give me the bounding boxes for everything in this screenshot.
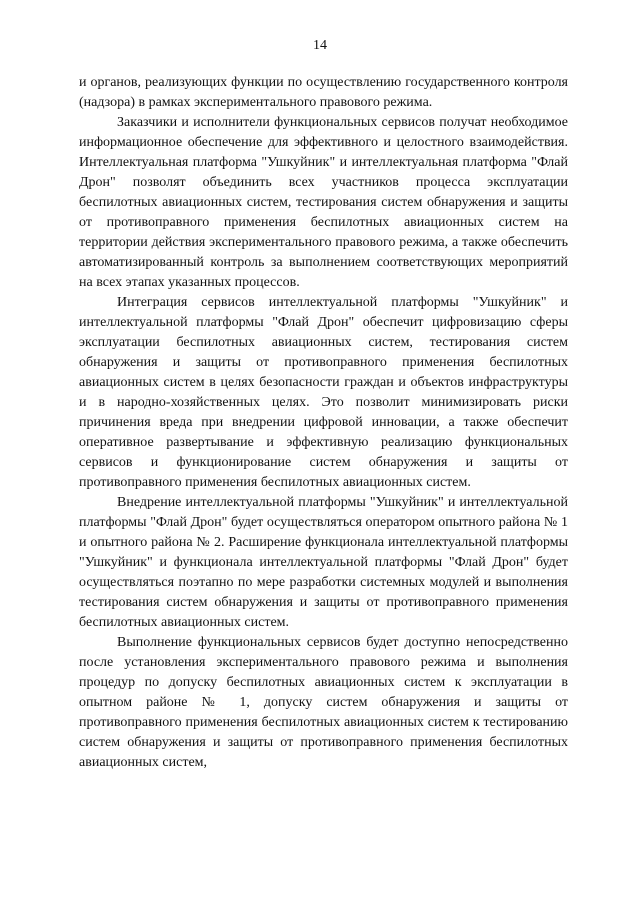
paragraph-continuation: и органов, реализующих функции по осуществлению государственного контроля (надзора) в рамках экспериментального правового режима. bbox=[79, 75, 568, 110]
paragraph-platform-implementation: Внедрение интеллектуальной платформы "Ушкуйник" и интеллектуальной платформы "Флай Дрон" будет осуществляться оператором опытного района № 1 и опытного района № 2. Расширение функционала интеллектуальной платформы "Ушкуйник" и функционала интеллектуальной платформы "Флай Дрон" будет осуществляться поэтапно по мере разработки системных модулей и выполнения тестирования систем обнаружения и защиты от противоправного применения беспилотных авиационных систем. bbox=[79, 495, 568, 630]
paragraph-services-execution: Выполнение функциональных сервисов будет доступно непосредственно после установления экспериментального правового режима и выполнения процедур по допуску беспилотных авиационных систем к эксплуатации в опытном районе № 1, допуску систем обнаружения и защиты от противоправного применения беспилотных авиационных систем к тестированию систем обнаружения и защиты от противоправного применения беспилотных авиационных систем, bbox=[79, 635, 568, 770]
body-text bbox=[79, 73, 568, 773]
page-number: 14 bbox=[313, 38, 327, 53]
paragraph-services-integration: Интеграция сервисов интеллектуальной платформы "Ушкуйник" и интеллектуальной платформы "Флай Дрон" обеспечит цифровизацию сферы эксплуатации беспилотных авиационных систем, тестирования систем обнаружения и защиты от противоправного применения беспилотных авиационных систем в целях безопасности граждан и объектов инфраструктуры и в народно-хозяйственных целях. Это позволит минимизировать риски причинения вреда при внедрении цифровой инновации, а также обеспечит оперативное развертывание и эффективную реализацию функциональных сервисов и функционирование систем обнаружения и защиты от противоправного применения беспилотных авиационных систем. bbox=[79, 295, 568, 490]
paragraph-customers-executors: Заказчики и исполнители функциональных сервисов получат необходимое информационное обеспечение для эффективного и целостного взаимодействия. Интеллектуальная платформа "Ушкуйник" и интеллектуальная платформа "Флай Дрон" позволят объединить всех участников процесса эксплуатации беспилотных авиационных систем, тестирования систем обнаружения и защиты от противоправного применения беспилотных авиационных систем на территории действия экспериментального правового режима, а также обеспечить автоматизированный контроль за выполнением соответствующих мероприятий на всех этапах указанных процессов. bbox=[79, 115, 568, 290]
